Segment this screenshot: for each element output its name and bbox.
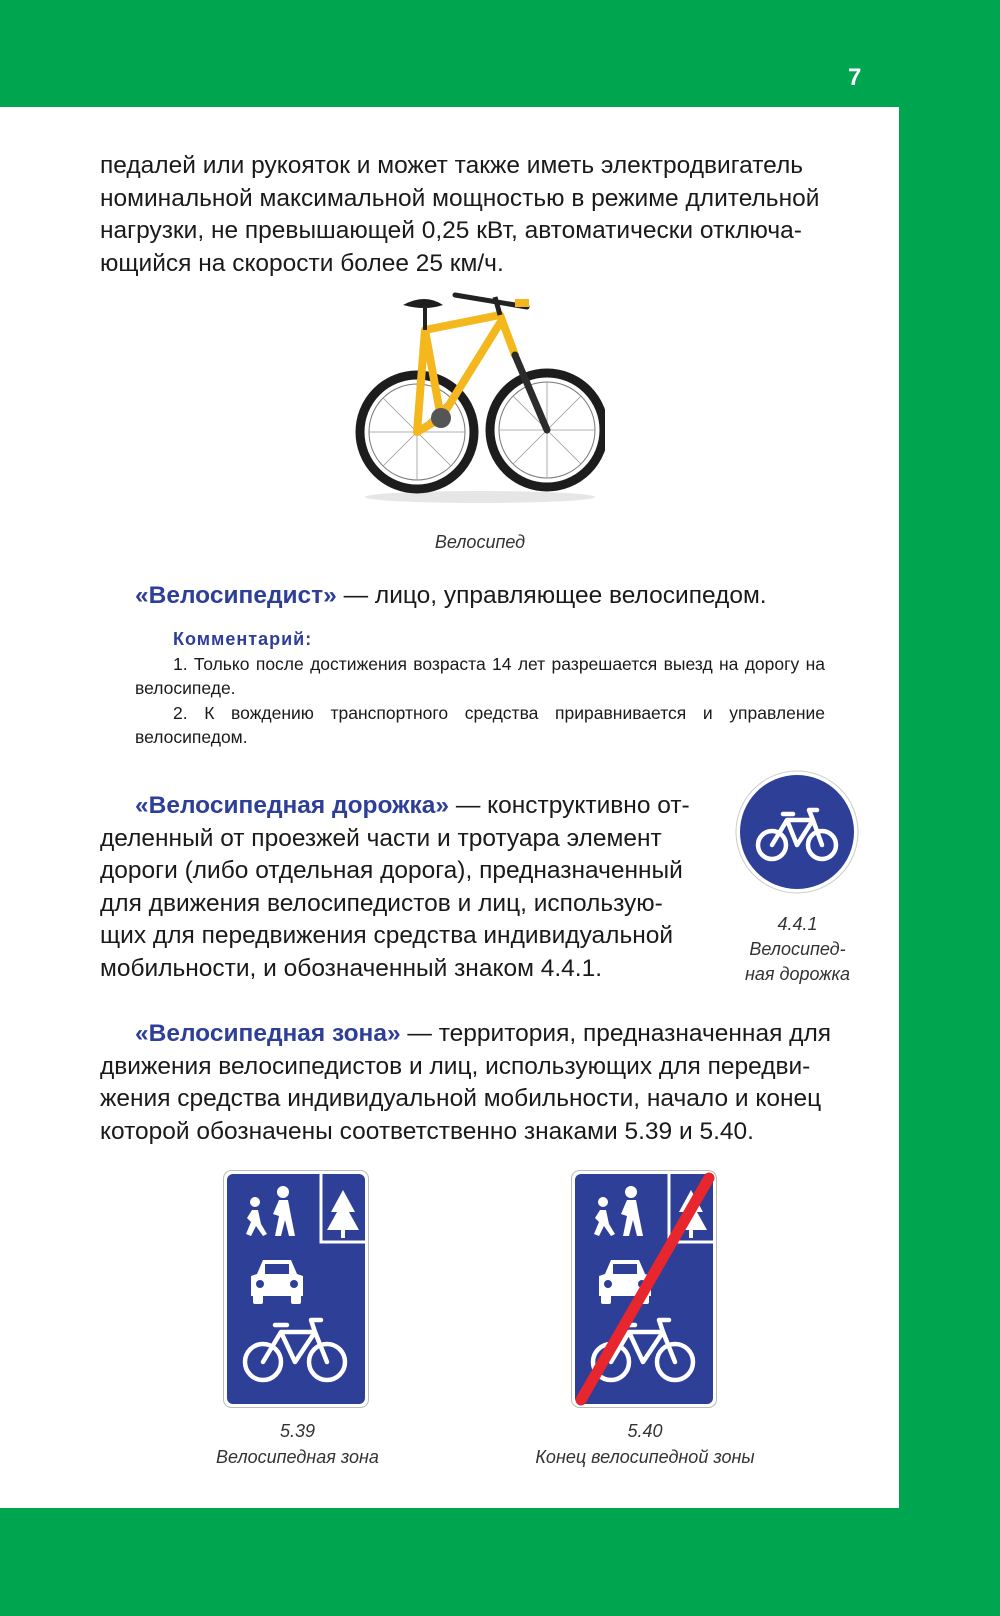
page-number: 7 <box>848 64 862 91</box>
bike-path-line: щих для передвижения средства индивидуальной <box>100 922 674 949</box>
intro-line: нагрузки, не превышающей 0,25 кВт, автоматически отключа- <box>100 217 802 244</box>
cyclist-text: — лицо, управляющее велосипедом. <box>336 582 767 609</box>
bike-path-line: деленный от проезжей части и тротуара элемент <box>100 824 662 852</box>
sign-539-label: Велосипедная зона <box>216 1447 379 1467</box>
cyclist-definition <box>135 580 875 613</box>
comment-title: Комментарий: <box>173 629 313 649</box>
sign-441-bike-path <box>735 770 859 894</box>
sign-540-number: 5.40 <box>627 1421 663 1441</box>
comment-item-2: 2. К вождению транспортного средства приравнивается и управление велосипедом. <box>135 702 825 747</box>
sign-540-label: Конец велосипедной зоны <box>535 1447 755 1467</box>
bike-path-line: мобильности, и обозначенный знаком 4.4.1. <box>100 954 603 982</box>
intro-line: ющийся на скорости более 25 км/ч. <box>100 249 504 277</box>
intro-line: номинальной максимальной мощностью в режиме длительной <box>100 184 820 212</box>
bike-zone-line: которой обозначены соответственно знаками 5.39 и 5.40. <box>100 1117 754 1145</box>
intro-paragraph <box>100 150 860 280</box>
comment-block <box>135 627 825 750</box>
sign-441-label-1: Велосипед- <box>749 939 846 959</box>
sign-539-caption <box>195 1418 400 1470</box>
sign-540-caption <box>520 1418 770 1470</box>
bike-path-line: для движения велосипедистов и лиц, использую- <box>100 889 663 917</box>
intro-line: педалей или рукояток и может также иметь электродвигатель <box>100 152 804 179</box>
sign-441-caption <box>720 912 875 987</box>
bike-zone-paragraph <box>100 1018 860 1148</box>
cyclist-term: «Велосипедист» <box>135 582 337 609</box>
bike-path-line: дороги (либо отдельная дорога), предназначенный <box>100 857 683 884</box>
bike-path-line <box>100 790 720 823</box>
bike-zone-term: «Велосипедная зона» <box>135 1020 401 1047</box>
sign-539-number: 5.39 <box>279 1421 316 1441</box>
bike-zone-line <box>100 1018 860 1051</box>
sign-540-end-bike-zone <box>571 1170 717 1408</box>
sign-539-bike-zone <box>223 1170 369 1408</box>
bicycle-caption: Велосипед <box>434 532 526 552</box>
bike-path-term: «Велосипедная дорожка» <box>135 792 450 819</box>
bike-path-text: — конструктивно от- <box>449 792 690 819</box>
comment-item-1: 1. Только после достижения возраста 14 лет разрешается выезд на дорогу на велосипеде. <box>135 653 825 698</box>
bicycle-photo <box>355 285 605 510</box>
bike-zone-line: жения средства индивидуальной мобильности, начало и конец <box>100 1085 822 1112</box>
bike-path-paragraph <box>100 790 720 985</box>
sign-441-number: 4.4.1 <box>777 914 818 934</box>
bike-zone-text: — территория, предназначенная для <box>400 1020 832 1047</box>
bike-zone-line: движения велосипедистов и лиц, использующих для передви- <box>100 1052 811 1080</box>
sign-441-label-2: ная дорожка <box>744 964 850 984</box>
